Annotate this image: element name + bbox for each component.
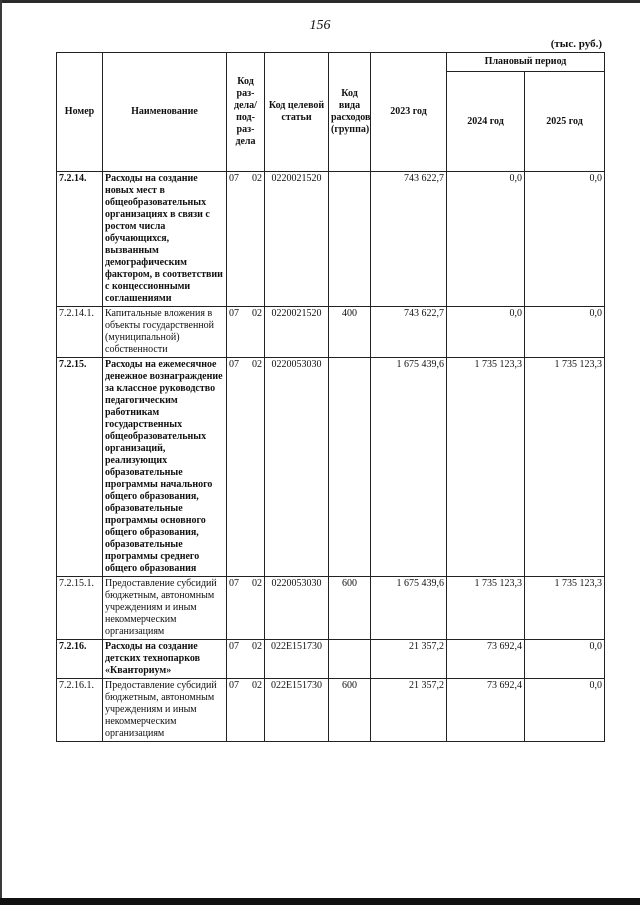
- row-podrazdel: 02: [252, 359, 262, 370]
- row-section: [227, 577, 265, 640]
- row-2025: 0,0: [525, 679, 605, 742]
- row-2023: 21 357,2: [371, 679, 447, 742]
- row-2024: 0,0: [447, 307, 525, 358]
- row-2025: 0,0: [525, 307, 605, 358]
- table-header: [57, 53, 605, 172]
- row-number: 7.2.14.1.: [57, 307, 103, 358]
- row-razdel: 07: [229, 578, 239, 589]
- row-2025: 0,0: [525, 640, 605, 679]
- row-2025: 1 735 123,3: [525, 358, 605, 577]
- row-section: [227, 679, 265, 742]
- header-planned-period: Плановый период: [447, 53, 605, 72]
- row-expense: [329, 172, 371, 307]
- row-target: 0220021520: [265, 307, 329, 358]
- row-razdel: 07: [229, 308, 239, 319]
- row-expense: 600: [329, 679, 371, 742]
- row-expense: [329, 640, 371, 679]
- row-section: [227, 640, 265, 679]
- row-razdel: 07: [229, 641, 239, 652]
- row-name: Расходы на создание детских технопарков «Кванториум»: [103, 640, 227, 679]
- table-row: [57, 577, 605, 640]
- header-expense-type: Код вида расходов (группа): [329, 53, 371, 172]
- row-name: Капитальные вложения в объекты государственной (муниципальной) собственности: [103, 307, 227, 358]
- row-section: [227, 307, 265, 358]
- budget-table: [56, 52, 605, 742]
- row-name: Предоставление субсидий бюджетным, автономным учреждениям и иным некоммерческим организациям: [103, 577, 227, 640]
- row-razdel: 07: [229, 359, 239, 370]
- table-row: [57, 640, 605, 679]
- header-year-2024: 2024 год: [447, 72, 525, 172]
- row-number: 7.2.15.: [57, 358, 103, 577]
- row-2024: 1 735 123,3: [447, 358, 525, 577]
- row-target: 022Е151730: [265, 640, 329, 679]
- row-2025: 0,0: [525, 172, 605, 307]
- row-section: [227, 172, 265, 307]
- page-number: 156: [309, 18, 331, 33]
- row-section: [227, 358, 265, 577]
- scan-edge-left: [0, 0, 2, 905]
- scan-edge-top: [0, 0, 640, 3]
- row-2024: 0,0: [447, 172, 525, 307]
- row-2023: 1 675 439,6: [371, 577, 447, 640]
- header-year-2023: 2023 год: [371, 53, 447, 172]
- header-section-code: Код раз-дела/ под-раз-дела: [227, 53, 265, 172]
- row-number: 7.2.16.: [57, 640, 103, 679]
- row-target: 0220021520: [265, 172, 329, 307]
- row-expense: 600: [329, 577, 371, 640]
- table-row: [57, 358, 605, 577]
- row-number: 7.2.16.1.: [57, 679, 103, 742]
- row-2024: 1 735 123,3: [447, 577, 525, 640]
- row-target: 022Е151730: [265, 679, 329, 742]
- row-expense: [329, 358, 371, 577]
- row-podrazdel: 02: [252, 308, 262, 319]
- header-target-code: Код целевой статьи: [265, 53, 329, 172]
- row-2023: 21 357,2: [371, 640, 447, 679]
- row-2023: 743 622,7: [371, 307, 447, 358]
- header-year-2025: 2025 год: [525, 72, 605, 172]
- row-2024: 73 692,4: [447, 679, 525, 742]
- header-number: Номер: [57, 53, 103, 172]
- row-podrazdel: 02: [252, 173, 262, 184]
- header-name: Наименование: [103, 53, 227, 172]
- row-target: 0220053030: [265, 577, 329, 640]
- row-number: 7.2.14.: [57, 172, 103, 307]
- row-2023: 743 622,7: [371, 172, 447, 307]
- row-razdel: 07: [229, 680, 239, 691]
- table-row: [57, 679, 605, 742]
- table-body: [57, 172, 605, 742]
- row-podrazdel: 02: [252, 641, 262, 652]
- table-row: [57, 307, 605, 358]
- row-name: Расходы на ежемесячное денежное вознаграждение за классное руководство педагогическим работникам государственных общеобразовательных организаций, реализующих образовательные программы начального общего образования, образовательные программы основного общего образования, образовательные программы среднего общего образования: [103, 358, 227, 577]
- row-2025: 1 735 123,3: [525, 577, 605, 640]
- row-razdel: 07: [229, 173, 239, 184]
- scan-edge-bottom: [0, 898, 640, 905]
- row-number: 7.2.15.1.: [57, 577, 103, 640]
- row-expense: 400: [329, 307, 371, 358]
- row-podrazdel: 02: [252, 578, 262, 589]
- row-podrazdel: 02: [252, 680, 262, 691]
- row-name: Расходы на создание новых мест в общеобразовательных организациях в связи с ростом числа обучающихся, вызванным демографическим фактором, в соответствии с концессионными соглашениями: [103, 172, 227, 307]
- units-label: (тыс. руб.): [550, 38, 602, 50]
- row-2023: 1 675 439,6: [371, 358, 447, 577]
- table-row: [57, 172, 605, 307]
- row-target: 0220053030: [265, 358, 329, 577]
- row-name: Предоставление субсидий бюджетным, автономным учреждениям и иным некоммерческим организациям: [103, 679, 227, 742]
- row-2024: 73 692,4: [447, 640, 525, 679]
